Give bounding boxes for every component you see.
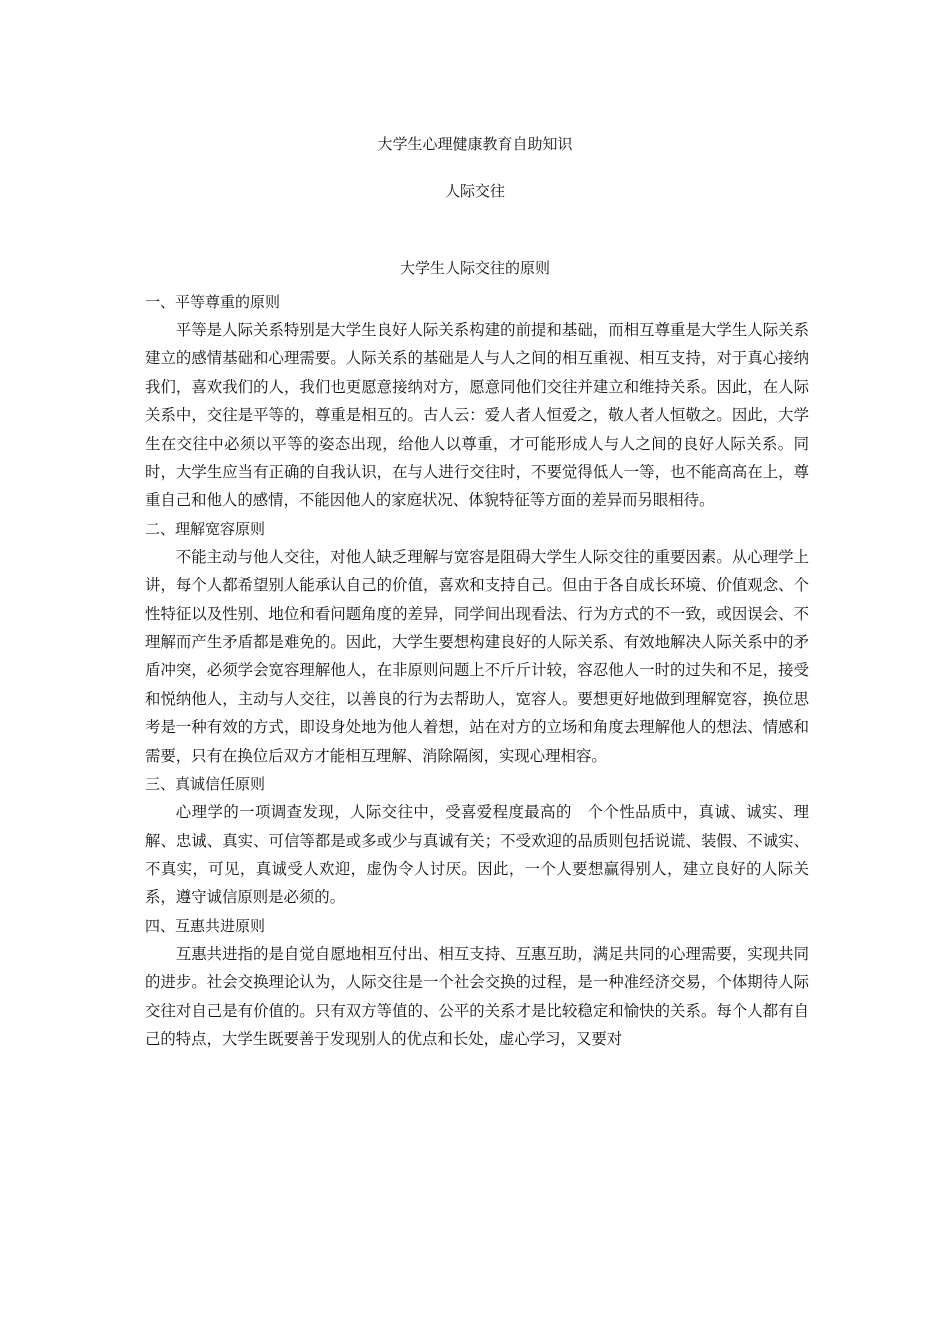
principle-paragraph-1: 平等是人际关系特别是大学生良好人际关系构建的前提和基础，而相互尊重是大学生人际关系建立的感情基础和心理需要。人际关系的基础是人与人之间的相互重视、相互支持，对于真心接纳我们，喜欢我们的人，我们也更愿意接纳对方，愿意同他们交往并建立和维持关系。因此，在人际关系中，交往是平等的，尊重是相互的。古人云：爱人者人恒爱之，敬人者人恒敬之。因此，大学生在交往中必须以平等的姿态出现，给他人以尊重，才可能形成人与人之间的良好人际关系。同时，大学生应当有正确的自我认识，在与人进行交往时，不要觉得低人一等，也不能高高在上，尊重自己和他人的感情，不能因他人的家庭状况、体貌特征等方面的差异而另眼相待。 <box>145 321 809 510</box>
principle-heading-3: 三、真诚信任原则 <box>145 775 266 794</box>
principle-heading-4: 四、互惠共进原则 <box>145 916 266 935</box>
document-body <box>145 288 809 1053</box>
document-subtitle: 人际交往 <box>444 182 505 200</box>
section-title: 大学生人际交往的原则 <box>399 259 550 277</box>
principle-paragraph-4: 互惠共进指的是自觉自愿地相互付出、相互支持、互惠互助，满足共同的心理需要，实现共同的进步。社会交换理论认为，人际交往是一个社会交换的过程，是一种准经济交易，个体期待人际交往对自己是有价值的。只有双方等值的、公平的关系才是比较稳定和愉快的关系。每个人都有自己的特点，大学生既要善于发现别人的优点和长处，虚心学习，又要对 <box>145 944 809 1048</box>
document-title: 大学生心理健康教育自助知识 <box>377 135 573 153</box>
principle-paragraph-3: 心理学的一项调查发现，人际交往中，受喜爱程度最高的 个个性品质中，真诚、诚实、理解、忠诚、真实、可信等都是或多或少与真诚有关；不受欢迎的品质则包括说谎、装假、不诚实、不真实，可见，真诚受人欢迎，虚伪令人讨厌。因此，一个人要想赢得别人，建立良好的人际关系，遵守诚信原则是必须的。 <box>145 803 809 907</box>
principle-heading-1: 一、平等尊重的原则 <box>145 293 281 311</box>
principle-heading-2: 二、理解宽容原则 <box>145 519 266 538</box>
principle-paragraph-2: 不能主动与他人交往，对他人缺乏理解与宽容是阻碍大学生人际交往的重要因素。从心理学上讲，每个人都希望别人能承认自己的价值，喜欢和支持自己。但由于各自成长环境、价值观念、个性特征以及性别、地位和看问题角度的差异，同学间出现看法、行为方式的不一致，或因误会、不理解而产生矛盾都是难免的。因此，大学生要想构建良好的人际关系、有效地解决人际关系中的矛盾冲突，必须学会宽容理解他人，在非原则问题上不斤斤计较，容忍他人一时的过失和不足，接受和悦纳他人，主动与人交往，以善良的行为去帮助人，宽容人。要想更好地做到理解宽容，换位思考是一种有效的方式，即设身处地为他人着想，站在对方的立场和角度去理解他人的想法、情感和需要，只有在换位后双方才能相互理解、消除隔阂，实现心理相容。 <box>145 547 809 765</box>
